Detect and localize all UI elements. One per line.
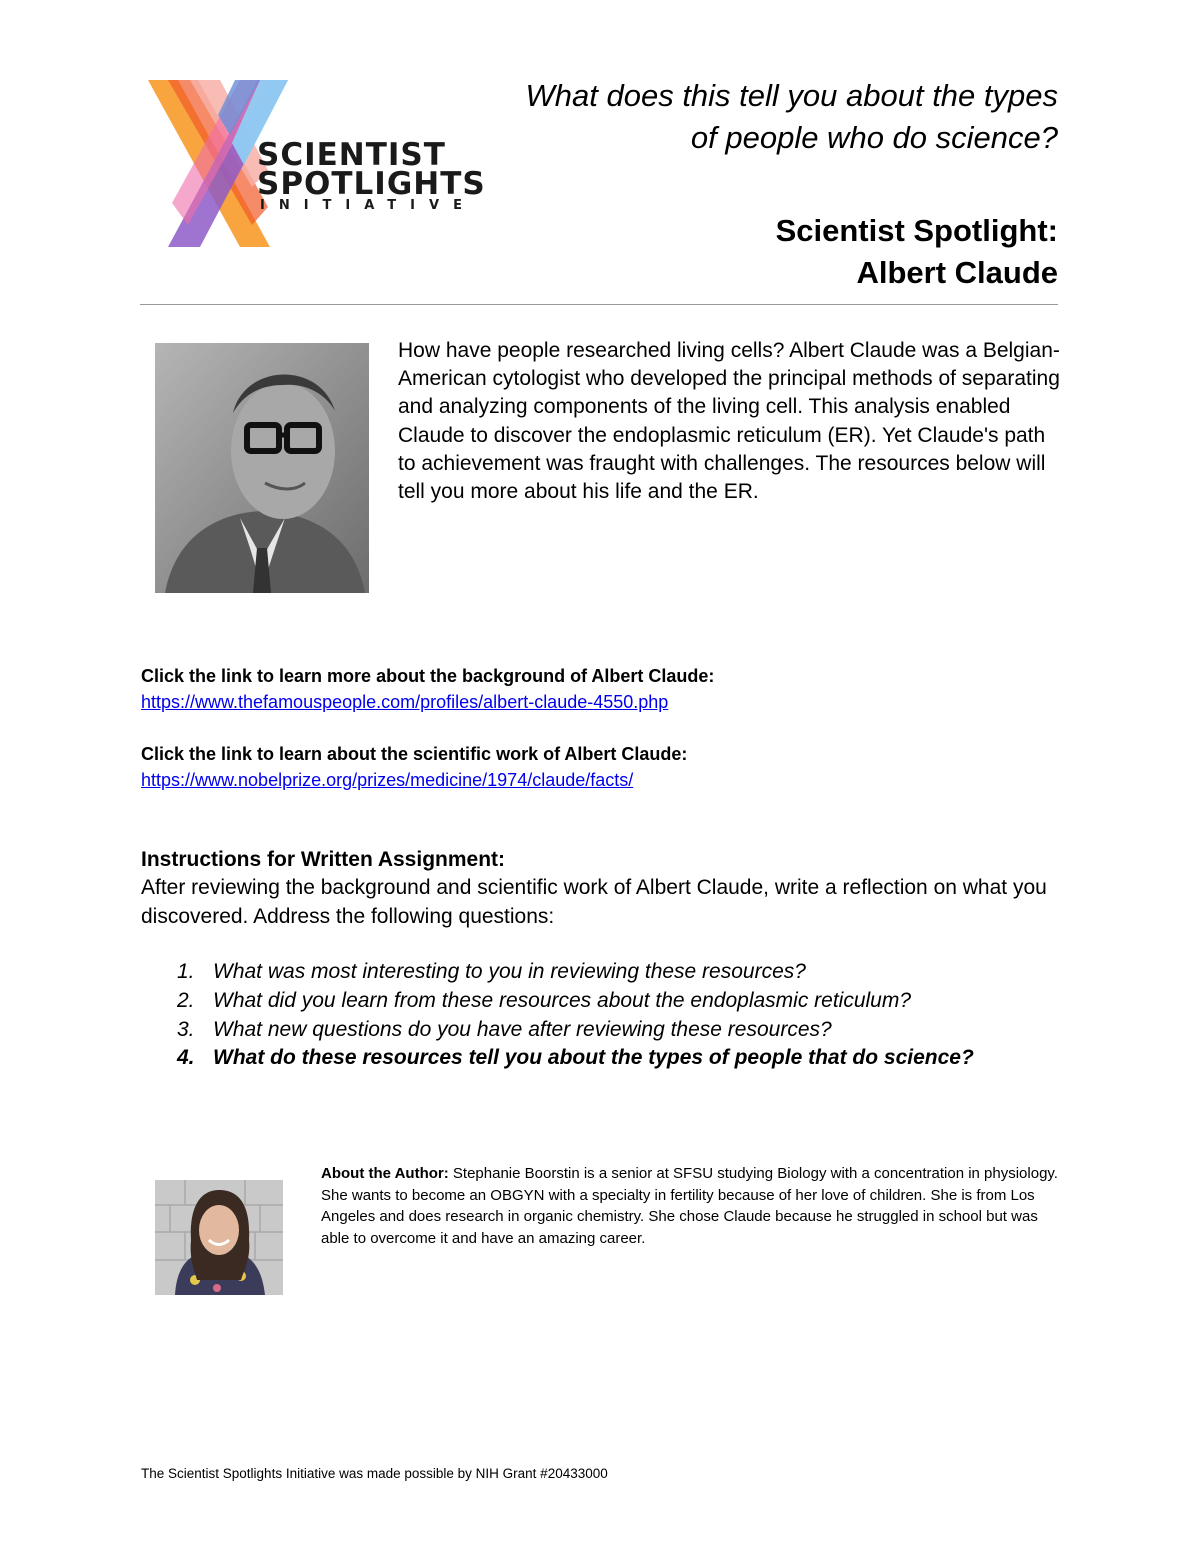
logo-line-3: INITIATIVE xyxy=(260,198,476,213)
list-item xyxy=(160,987,1040,1016)
list-item-number: 2. xyxy=(177,988,195,1012)
author-bio: Stephanie Boorstin is a senior at SFSU studying Biology with a concentration in physiology. She wants to become an OBGYN with a specialty in fertility because of her love of children. She is from Los Angeles and does research in organic chemistry. She chose Claude because he struggled in school but was able to overcome it and have an amazing career. xyxy=(321,1165,1058,1247)
list-item-number: 4. xyxy=(177,1046,195,1070)
intro-paragraph: How have people researched living cells? Albert Claude was a Belgian-American cytologist who developed the principal methods of separating and analyzing components of the living cell. This analysis enabled Claude to discover the endoplasmic reticulum (ER). Yet Claude's path to achievement was fraught with challenges. The resources below will tell you more about his life and the ER. xyxy=(398,339,1060,504)
scientific-work-link-heading: Click the link to learn about the scientific work of Albert Claude: xyxy=(141,744,688,764)
page-title xyxy=(498,210,1058,294)
list-item-text: What new questions do you have after reviewing these resources? xyxy=(213,1017,832,1041)
footer-grant-note: The Scientist Spotlights Initiative was made possible by NIH Grant #20433000 xyxy=(141,1466,608,1481)
list-item xyxy=(160,958,1040,987)
list-item-number: 3. xyxy=(177,1017,195,1041)
background-link[interactable]: https://www.thefamouspeople.com/profiles/albert-claude-4550.php xyxy=(141,692,669,712)
list-item-text: What do these resources tell you about the types of people that do science? xyxy=(213,1046,974,1070)
list-item xyxy=(160,1016,1040,1045)
about-the-author xyxy=(321,1163,1061,1249)
logo-line-1: SCIENTIST xyxy=(257,137,446,173)
title-line-1: Scientist Spotlight: xyxy=(775,213,1058,248)
albert-claude-photo xyxy=(155,343,369,593)
header-divider xyxy=(140,304,1058,305)
list-item xyxy=(160,1044,1040,1073)
reflection-questions-list xyxy=(160,958,1040,1073)
background-link-heading: Click the link to learn more about the background of Albert Claude: xyxy=(141,666,715,686)
author-photo xyxy=(155,1180,283,1295)
logo-line-2: SPOTLIGHTS xyxy=(257,166,486,202)
scientific-work-link[interactable]: https://www.nobelprize.org/prizes/medicine/1974/claude/facts/ xyxy=(141,770,634,790)
list-item-number: 1. xyxy=(177,960,195,983)
instructions-heading: Instructions for Written Assignment: xyxy=(141,848,506,871)
header-question: What does this tell you about the types of people who do science? xyxy=(525,78,1058,155)
list-item-text: What did you learn from these resources about the endoplasmic reticulum? xyxy=(213,988,912,1012)
instructions-body: After reviewing the background and scientific work of Albert Claude, write a reflection on what you discovered. Address the following questions: xyxy=(141,876,1047,928)
author-label: About the Author: xyxy=(321,1165,449,1182)
title-line-2: Albert Claude xyxy=(856,255,1058,290)
list-item-text: What was most interesting to you in reviewing these resources? xyxy=(213,960,806,983)
